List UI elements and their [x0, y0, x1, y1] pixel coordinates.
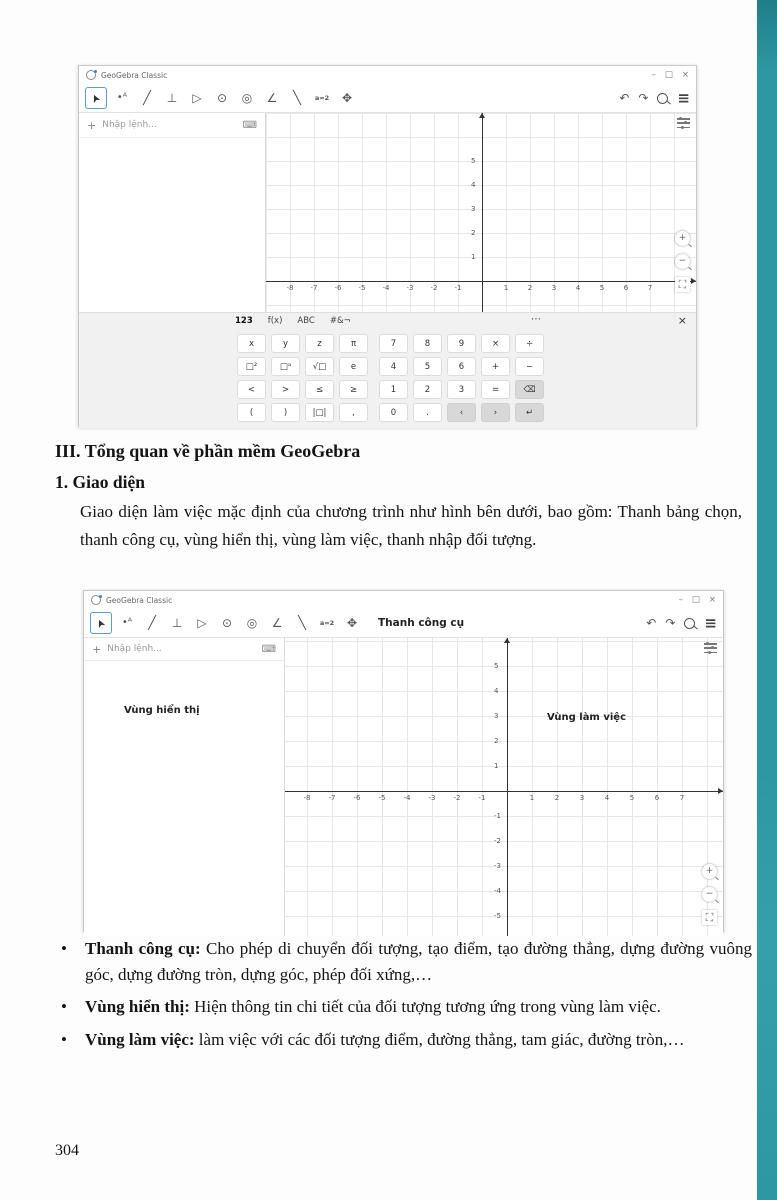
keyboard-icon[interactable]: ⌨ [261, 643, 276, 655]
tool-angle-icon[interactable]: ∠ [271, 616, 283, 630]
page-edge-band [757, 0, 777, 1200]
kb-key[interactable]: ≥ [339, 380, 368, 399]
axis-tick-label: 3 [579, 794, 585, 802]
kb-tab-bar [235, 316, 351, 326]
fullscreen-icon[interactable]: ⛶ [702, 910, 717, 925]
window-title: GeoGebra Classic [106, 595, 173, 605]
toolbar-annotation: Thanh công cụ [378, 617, 465, 629]
tool-perpendicular-icon[interactable]: ⊥ [171, 616, 183, 630]
kb-key[interactable]: z [305, 334, 334, 353]
graphics-view[interactable] [285, 638, 723, 936]
axis-tick-label: 1 [503, 284, 509, 292]
toolbar [84, 609, 723, 638]
kb-key[interactable]: + [481, 357, 510, 376]
toolbar [79, 84, 696, 113]
axis-tick-label: -3 [494, 862, 501, 870]
close-button[interactable]: × [681, 69, 689, 80]
section-paragraph: Giao diện làm việc mặc định của chương trình như hình bên dưới, bao gồm: Thanh bảng chọn, thanh công cụ, vùng hiển thị, vùng làm việc, thanh nhập đối tượng. [80, 502, 742, 549]
page-number: 304 [55, 1142, 79, 1159]
window-titlebar [79, 66, 696, 84]
kb-key[interactable]: × [481, 334, 510, 353]
tool-move-view-icon[interactable]: ✥ [341, 91, 353, 105]
axis-tick-label: -2 [494, 837, 501, 845]
kb-key[interactable]: 9 [447, 334, 476, 353]
tool-circle-icon[interactable]: ⊙ [216, 91, 228, 105]
axis-tick-label: 2 [554, 794, 560, 802]
stylebar-icon[interactable] [677, 118, 690, 128]
kb-key[interactable]: π [339, 334, 368, 353]
kb-key[interactable]: ‹ [447, 403, 476, 422]
axis-tick-label: -5 [494, 912, 501, 920]
tool-polygon-icon[interactable]: ▷ [197, 616, 207, 630]
kb-key[interactable]: 6 [447, 357, 476, 376]
fullscreen-icon[interactable]: ⛶ [675, 277, 690, 292]
kb-tab[interactable]: #&¬ [329, 316, 351, 326]
zoom-out-button[interactable]: − [675, 254, 690, 269]
axis-tick-label: -7 [328, 794, 336, 802]
kb-close-button[interactable]: × [677, 314, 687, 327]
tool-circle-icon[interactable]: ⊙ [221, 616, 233, 630]
axis-tick-label: -4 [494, 887, 501, 895]
algebra-panel [84, 638, 285, 936]
y-axis-ticks [285, 638, 723, 936]
window-titlebar [84, 591, 723, 609]
display-area-annotation: Vùng hiển thị [124, 705, 200, 716]
kb-symbol-keys [237, 334, 368, 422]
axis-tick-label: 1 [471, 253, 476, 261]
work-area-annotation: Vùng làm việc [547, 712, 626, 723]
keyboard-icon[interactable]: ⌨ [242, 119, 257, 131]
window-title: GeoGebra Classic [101, 70, 168, 80]
tool-cursor-icon[interactable]: ➤ [85, 87, 107, 109]
axis-tick-label: -6 [353, 794, 361, 802]
kb-key[interactable]: 2 [413, 380, 442, 399]
virtual-keyboard [79, 312, 696, 428]
axis-tick-label: 5 [471, 157, 476, 165]
axis-tick-label: -4 [382, 284, 390, 292]
kb-tab[interactable]: 123 [235, 316, 253, 326]
kb-key[interactable]: ⌫ [515, 380, 544, 399]
kb-key[interactable]: 3 [447, 380, 476, 399]
y-axis [507, 638, 508, 936]
tool-reflect-icon[interactable]: ╲ [293, 90, 301, 106]
axis-tick-label: -8 [303, 794, 311, 802]
stylebar-icon[interactable] [704, 643, 717, 653]
kb-key[interactable]: = [481, 380, 510, 399]
toolbar-right [619, 88, 690, 107]
kb-key[interactable]: ÷ [515, 334, 544, 353]
kb-key[interactable]: 7 [379, 334, 408, 353]
search-icon[interactable] [684, 618, 695, 629]
axis-tick-label: 3 [494, 712, 499, 720]
section-subheading: 1. Giao diện [55, 472, 145, 492]
maximize-button[interactable]: □ [691, 594, 700, 605]
axis-tick-label: 1 [494, 762, 499, 770]
axis-tick-label: -6 [334, 284, 342, 292]
axis-tick-label: 3 [551, 284, 557, 292]
bullet-term: Thanh công cụ: [85, 939, 201, 958]
tool-angle-icon[interactable]: ∠ [266, 91, 278, 105]
kb-key[interactable]: 5 [413, 357, 442, 376]
axis-tick-label: 4 [471, 181, 476, 189]
kb-number-keys [379, 334, 544, 422]
kb-key[interactable]: □ᵃ [271, 357, 300, 376]
kb-key[interactable]: › [481, 403, 510, 422]
close-button[interactable]: × [708, 594, 716, 605]
kb-tab[interactable]: f(x) [267, 316, 283, 326]
y-axis-ticks [266, 113, 696, 312]
axis-tick-label: -3 [428, 794, 436, 802]
axis-tick-label: -5 [358, 284, 366, 292]
undo-icon[interactable]: ↶ [619, 91, 630, 105]
tool-slider-icon[interactable]: a=2 [319, 618, 335, 627]
zoom-in-button[interactable]: + [702, 864, 717, 879]
bullet-term: Vùng hiển thị: [85, 997, 190, 1016]
geogebra-window-2 [83, 590, 724, 932]
command-input[interactable] [79, 113, 265, 138]
zoom-controls [702, 864, 717, 925]
x-axis [285, 791, 723, 792]
menu-icon[interactable]: ≡ [704, 613, 717, 632]
kb-key[interactable]: √□ [305, 357, 334, 376]
input-placeholder: Nhập lệnh... [102, 120, 157, 130]
tool-perpendicular-icon[interactable]: ⊥ [166, 91, 178, 105]
axis-tick-label: -2 [453, 794, 461, 802]
x-axis-ticks [285, 794, 723, 803]
tool-conic-icon[interactable]: ◎ [246, 616, 258, 630]
kb-key[interactable]: 1 [379, 380, 408, 399]
redo-icon[interactable]: ↷ [638, 91, 649, 105]
axis-tick-label: 2 [471, 229, 476, 237]
tool-line-icon[interactable]: ╱ [143, 90, 151, 106]
kb-tab[interactable]: ABC [297, 316, 315, 326]
maximize-button[interactable]: □ [664, 69, 673, 80]
bullet-term: Vùng làm việc: [85, 1029, 195, 1049]
axis-tick-label: 2 [527, 284, 533, 292]
tool-list [85, 87, 357, 109]
minimize-button[interactable]: – [678, 594, 683, 605]
kb-key[interactable]: ( [237, 403, 266, 422]
tool-slider-icon[interactable]: a=2 [314, 93, 330, 102]
kb-key[interactable]: . [413, 403, 442, 422]
axis-tick-label: 4 [494, 687, 499, 695]
axis-tick-label: 4 [575, 284, 581, 292]
kb-key[interactable]: > [271, 380, 300, 399]
definition-list [55, 936, 752, 1059]
tool-cursor-icon[interactable]: ➤ [90, 612, 112, 634]
tool-point-icon[interactable]: •ᴬ [121, 617, 133, 628]
plus-icon[interactable]: + [87, 118, 97, 132]
tool-line-icon[interactable]: ╱ [148, 615, 156, 631]
x-axis-ticks [266, 284, 696, 293]
bullet-desc: làm việc với các đối tượng điểm, đường thẳng, tam giác, đường tròn,… [194, 1029, 685, 1049]
tool-move-view-icon[interactable]: ✥ [346, 616, 358, 630]
axis-tick-label: 4 [604, 794, 610, 802]
axis-tick-label: -1 [494, 812, 501, 820]
undo-icon[interactable]: ↶ [646, 616, 657, 630]
minimize-button[interactable]: – [651, 69, 656, 80]
tool-reflect-icon[interactable]: ╲ [298, 615, 306, 631]
zoom-in-button[interactable]: + [675, 231, 690, 246]
search-icon[interactable] [657, 93, 668, 104]
geogebra-logo-icon [91, 595, 101, 605]
axis-tick-label: 6 [654, 794, 660, 802]
zoom-controls [675, 231, 690, 292]
tool-list [90, 612, 362, 634]
bullet-item [55, 1027, 752, 1053]
input-placeholder: Nhập lệnh... [107, 644, 162, 654]
toolbar-right [646, 613, 717, 632]
axis-tick-label: 7 [679, 794, 685, 802]
window-main [84, 638, 723, 936]
kb-key[interactable]: x [237, 334, 266, 353]
bullet-item [55, 936, 752, 987]
geogebra-window-1 [78, 65, 697, 427]
axis-tick-label: 2 [494, 737, 499, 745]
kb-key[interactable]: 8 [413, 334, 442, 353]
axis-tick-label: -5 [378, 794, 386, 802]
axis-tick-label: 3 [471, 205, 476, 213]
bullet-desc: Cho phép di chuyển đối tượng, tạo điểm, tạo đường thẳng, dựng đường vuông góc, dựng đường tròn, dựng góc, phép đối xứng,… [85, 939, 752, 984]
axis-tick-label: -4 [403, 794, 411, 802]
axis-tick-label: 5 [494, 662, 499, 670]
tool-conic-icon[interactable]: ◎ [241, 91, 253, 105]
plus-icon[interactable]: + [92, 642, 102, 656]
tool-point-icon[interactable]: •ᴬ [116, 92, 128, 103]
window-controls [652, 71, 689, 80]
algebra-panel [79, 113, 266, 312]
axis-tick-label: -2 [430, 284, 438, 292]
kb-key[interactable]: 0 [379, 403, 408, 422]
kb-key[interactable]: − [515, 357, 544, 376]
bullet-item [55, 994, 752, 1020]
kb-key[interactable]: e [339, 357, 368, 376]
axis-tick-label: -1 [478, 794, 486, 802]
window-main [79, 113, 696, 312]
x-axis [266, 281, 696, 282]
section-heading: III. Tổng quan về phần mềm GeoGebra [55, 441, 361, 461]
kb-more-button[interactable]: ⋯ [531, 314, 542, 325]
graphics-view[interactable] [266, 113, 696, 312]
kb-key[interactable]: ↵ [515, 403, 544, 422]
kb-key[interactable]: ≤ [305, 380, 334, 399]
axis-tick-label: -7 [310, 284, 318, 292]
axis-tick-label: 6 [623, 284, 629, 292]
kb-key[interactable]: 4 [379, 357, 408, 376]
kb-key[interactable]: ) [271, 403, 300, 422]
axis-tick-label: -1 [454, 284, 462, 292]
menu-icon[interactable]: ≡ [677, 88, 690, 107]
axis-tick-label: 5 [629, 794, 635, 802]
kb-key[interactable]: , [339, 403, 368, 422]
kb-key[interactable]: y [271, 334, 300, 353]
zoom-out-button[interactable]: − [702, 887, 717, 902]
command-input[interactable] [84, 638, 284, 661]
axis-tick-label: 5 [599, 284, 605, 292]
kb-key[interactable]: < [237, 380, 266, 399]
axis-tick-label: -3 [406, 284, 414, 292]
axis-tick-label: -8 [286, 284, 294, 292]
axis-tick-label: 7 [647, 284, 653, 292]
redo-icon[interactable]: ↷ [665, 616, 676, 630]
tool-polygon-icon[interactable]: ▷ [192, 91, 202, 105]
kb-key[interactable]: □² [237, 357, 266, 376]
kb-key[interactable]: |□| [305, 403, 334, 422]
window-controls [679, 596, 716, 605]
y-axis [482, 113, 483, 312]
geogebra-logo-icon [86, 70, 96, 80]
bullet-desc: Hiện thông tin chi tiết của đối tượng tương ứng trong vùng làm việc. [189, 997, 661, 1016]
axis-tick-label: 1 [529, 794, 535, 802]
